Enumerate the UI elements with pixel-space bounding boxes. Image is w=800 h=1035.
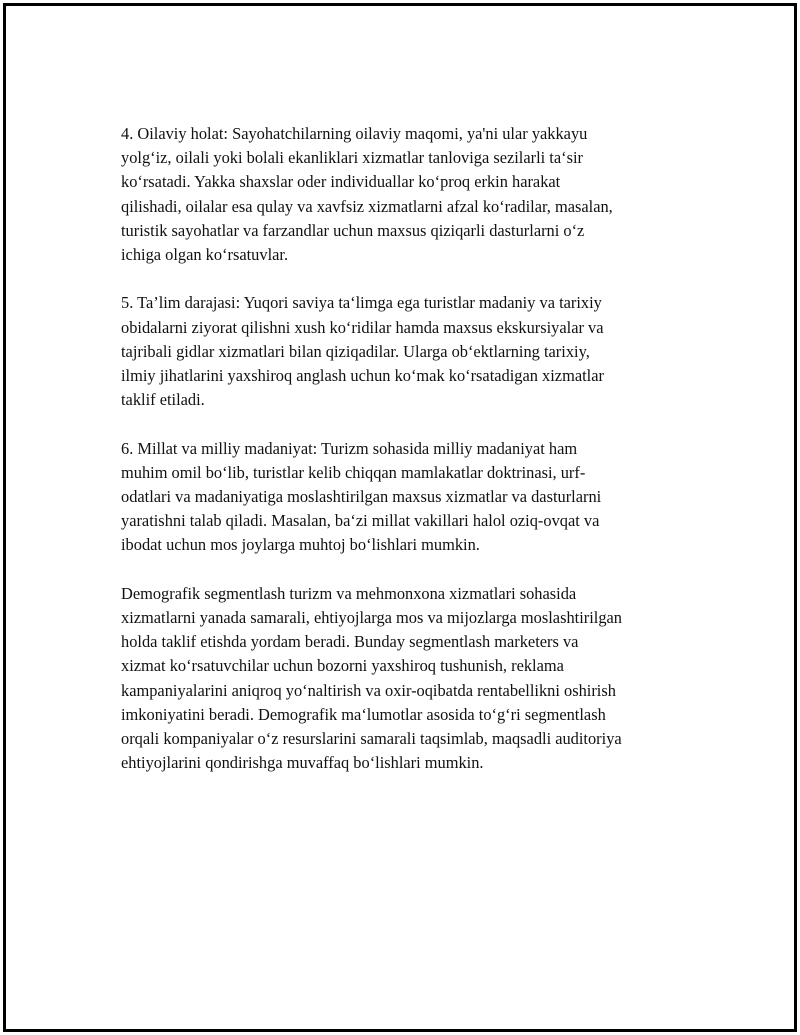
text-line: turistik sayohatlar va farzandlar uchun maxsus qiziqarli dasturlarni o‘z bbox=[121, 220, 585, 240]
text-line: kampaniyalarini aniqroq yo‘naltirish va oxir-oqibatda rentabellikni oshirish bbox=[121, 680, 616, 700]
text-line: xizmat ko‘rsatuvchilar uchun bozorni yaxshiroq tushunish, reklama bbox=[121, 656, 564, 676]
text-line: imkoniyatini beradi. Demografik ma‘lumotlar asosida to‘g‘ri segmentlash bbox=[121, 704, 606, 724]
text-line: ko‘rsatadi. Yakka shaxslar oder individuallar ko‘proq erkin harakat bbox=[121, 172, 561, 192]
text-line: yaratishni talab qiladi. Masalan, ba‘zi millat vakillari halol oziq-ovqat va bbox=[121, 511, 600, 531]
paragraph-marital-status bbox=[121, 122, 711, 267]
text-line: ilmiy jihatlarini yaxshiroq anglash uchun ko‘mak ko‘rsatadigan xizmatlar bbox=[121, 366, 604, 386]
text-line: odatlari va madaniyatiga moslashtirilgan maxsus xizmatlar va dasturlarni bbox=[121, 487, 602, 507]
text-line: Demografik segmentlash turizm va mehmonxona xizmatlari sohasida bbox=[121, 583, 577, 603]
text-line: 6. Millat va milliy madaniyat: Turizm sohasida milliy madaniyat ham bbox=[121, 438, 578, 458]
text-line: ichiga olgan ko‘rsatuvlar. bbox=[121, 245, 289, 265]
text-line: qilishadi, oilalar esa qulay va xavfsiz xizmatlarni afzal ko‘radilar, masalan, bbox=[121, 196, 613, 216]
document-body bbox=[121, 122, 711, 800]
text-line: ehtiyojlarini qondirishga muvaffaq bo‘lishlari mumkin. bbox=[121, 753, 484, 773]
paragraph-nationality-culture bbox=[121, 437, 711, 558]
text-line: 4. Oilaviy holat: Sayohatchilarning oilaviy maqomi, ya'ni ular yakkayu bbox=[121, 124, 588, 143]
text-line: holda taklif etishda yordam beradi. Bunday segmentlash marketers va bbox=[121, 632, 579, 652]
paragraph-demographic-segmentation bbox=[121, 582, 711, 776]
text-line: muhim omil bo‘lib, turistlar kelib chiqqan mamlakatlar doktrinasi, urf- bbox=[121, 462, 586, 482]
text-line: ibodat uchun mos joylarga muhtoj bo‘lishlari mumkin. bbox=[121, 535, 480, 555]
paragraph-education-level bbox=[121, 291, 711, 412]
text-line: obidalarni ziyorat qilishni xush ko‘ridilar hamda maxsus ekskursiyalar va bbox=[121, 317, 604, 337]
page-frame bbox=[3, 3, 797, 1032]
text-line: xizmatlarni yanada samarali, ehtiyojlarga mos va mijozlarga moslashtirilgan bbox=[121, 608, 622, 628]
text-line: taklif etiladi. bbox=[121, 390, 205, 410]
text-line: 5. Ta’lim darajasi: Yuqori saviya ta‘limga ega turistlar madaniy va tarixiy bbox=[121, 293, 602, 313]
text-line: orqali kompaniyalar o‘z resurslarini samarali taqsimlab, maqsadli auditoriya bbox=[121, 729, 622, 749]
text-line: yolg‘iz, oilali yoki bolali ekanliklari xizmatlar tanloviga sezilarli ta‘sir bbox=[121, 148, 583, 168]
text-line: tajribali gidlar xizmatlari bilan qiziqadilar. Ularga ob‘ektlarning tarixiy, bbox=[121, 341, 590, 361]
